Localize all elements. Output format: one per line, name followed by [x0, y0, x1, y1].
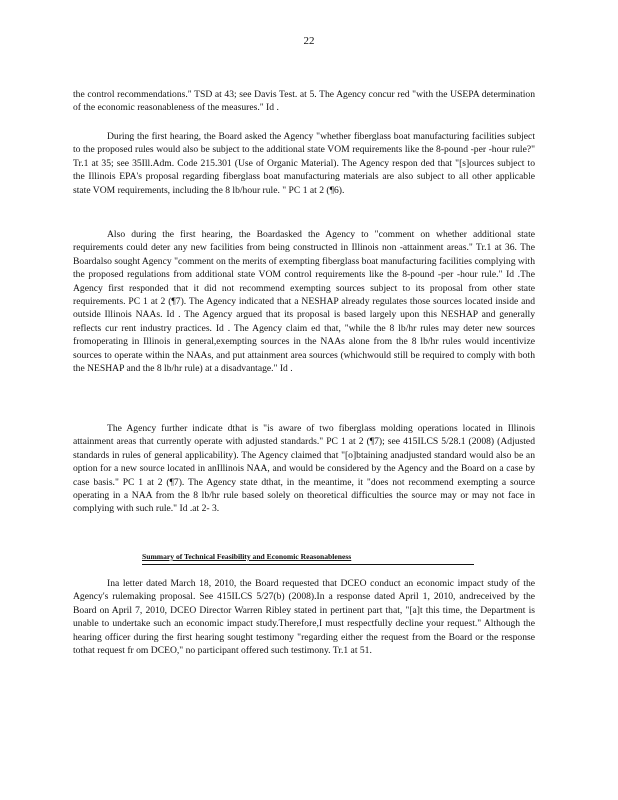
paragraph-dceo-economic-study: Ina letter dated March 18, 2010, the Board requested that DCEO conduct an economic impact study of the Agency's rulemaking proposal. See 415ILCS 5/27(b) (2008).In a response dated April 1, 2010, andreceived by the Board on April 7, 2010, DCEO Director Warren Ribley stated in pertinent part that, "[a]t this time, the Department is unable to undertake such an economic impact study.Therefore,I must respectfully decline your request." Although the hearing officer during the first hearing sought testimony "regarding either the request from the Board or the response tothat request fr om DCEO," no participant offered such testimony. Tr.1 at 51.	[73, 578, 535, 657]
paragraph-state-requirements-comment: Also during the first hearing, the Boardasked the Agency to "comment on whether additional state requirements could deter any new facilities from being constructed in Illinois non -attainment areas." Tr.1 at 36. The Boardalso sought Agency "comment on the merits of exempting fiberglass boat manufacturing facilities complying with the proposed regulations from additional state VOM control requirements like the 8-pound -per -hour rule." Id .The Agency first responded that it did not recommend exempting sources subject to its proposal from other state requirements. PC 1 at 2 (¶7). The Agency indicated that a NESHAP already regulates those sources located inside and outside Illinois NAAs. Id . The Agency argued that its proposal is based largely upon this NESHAP and generally reflects cur rent industry practices. Id . The Agency claim ed that, "while the 8 lb/hr rules may deter new sources fromoperating in Illinois in general,exempting sources in the NAAs alone from the 8 lb/hr rules would incentivize sources to operate within the NAAs, and put attainment area sources (whichwould still be required to comply with both the NESHAP and the 8 lb/hr rule) at a disadvantage." Id .	[73, 229, 535, 375]
paragraph-control-recommendations: the control recommendations." TSD at 43; see Davis Test. at 5. The Agency concur red "with the USEPA determination of the economic reasonableness of the measures." Id .	[73, 89, 535, 114]
paragraph-first-hearing-board-question: During the first hearing, the Board asked the Agency "whether fiberglass boat manufacturing facilities subject to the proposed rules would also be subject to the additional state VOM requirements like the 8-pound -per -hour rule?" Tr.1 at 35; see 35Ill.Adm. Code 215.301 (Use of Organic Material). The Agency respon ded that "[s]ources subject to the Illinois EPA's proposal regarding fiberglass boat manufacturing materials are also subject to all other applicable state VOM requirements, including the 8 lb/hour rule. " PC 1 at 2 (¶6).	[73, 131, 535, 196]
section-heading: Summary of Technical Feasibility and Economic Reasonableness	[142, 550, 474, 565]
paragraph-adjusted-standards: The Agency further indicate dthat is "is aware of two fiberglass molding operations located in Illinois attainment areas that currently operate with adjusted standards." PC 1 at 2 (¶7); see 415ILCS 5/28.1 (2008) (Adjusted standards in rules of general applicability). The Agency claimed that "[o]btaining anadjusted standard would also be an option for a new source located in anIllinois NAA, and would be considered by the Agency and the Board on a case by case basis." PC 1 at 2 (¶7). The Agency state dthat, in the meantime, it "does not recommend exempting a source operating in a NAA from the 8 lb/hr rule based solely on theoretical difficulties the source may or may not face in complying with such rule." Id .at 2- 3.	[73, 423, 535, 515]
page-number: 22	[303, 35, 315, 47]
